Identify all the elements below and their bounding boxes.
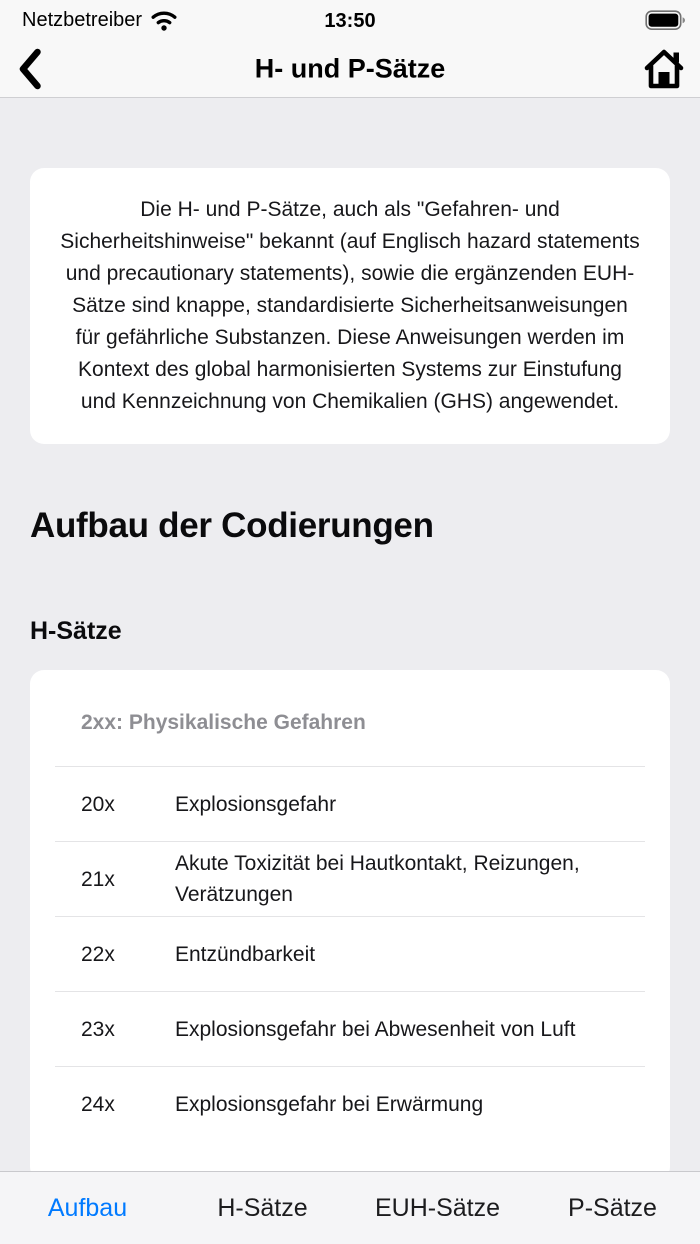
battery-full-icon <box>645 10 686 31</box>
table-group-header: 2xx: Physikalische Gefahren <box>81 711 366 734</box>
status-bar <box>0 0 700 40</box>
back-button[interactable] <box>10 46 50 92</box>
bottom-tab-bar <box>0 1171 700 1244</box>
chevron-left-icon <box>18 48 42 90</box>
table-row <box>55 841 645 916</box>
row-code: 22x <box>81 942 115 966</box>
page-title: H- und P-Sätze <box>254 53 446 83</box>
tab-h-saetze[interactable]: H-Sätze <box>175 1172 350 1244</box>
row-description: Explosionsgefahr bei Erwärmung <box>175 1092 484 1116</box>
subsection-heading: H-Sätze <box>30 617 122 645</box>
row-code: 24x <box>81 1092 115 1116</box>
carrier-label: Netzbetreiber <box>22 8 143 31</box>
home-icon <box>642 46 686 92</box>
row-code: 21x <box>81 867 115 891</box>
nav-bar <box>0 40 700 97</box>
table-row <box>55 991 645 1066</box>
row-description: Akute Toxizität bei Hautkontakt, Reizungen, Verätzungen <box>175 852 580 906</box>
tab-p-saetze[interactable]: P-Sätze <box>525 1172 700 1244</box>
table-row <box>55 766 645 841</box>
table-row <box>55 916 645 991</box>
tab-euh-saetze[interactable]: EUH-Sätze <box>350 1172 525 1244</box>
content-area[interactable] <box>0 98 700 1244</box>
status-right <box>350 10 686 31</box>
row-description: Explosionsgefahr <box>175 792 337 816</box>
row-code: 20x <box>81 792 115 816</box>
section-heading: Aufbau der Codierungen <box>30 506 434 545</box>
table-row <box>55 1066 645 1141</box>
intro-text: Die H- und P-Sätze, auch als "Gefahren- und Sicherheitshinweise" bekannt (auf Englisch hazard statements und precautionary statements), sowie die ergänzenden EUH-Sätze sind knappe, standardisierte Sicherheitsanweisungen für gefährliche Substanzen. Diese Anweisungen werden im Kontext des global harmonisierten Systems zur Einstufung und Kennzeichnung von Chemikalien (GHS) angewendet. <box>60 198 640 413</box>
status-left <box>14 8 350 32</box>
tab-aufbau[interactable]: Aufbau <box>0 1172 175 1244</box>
h-codes-table-card <box>30 670 670 1181</box>
wifi-icon <box>149 8 179 32</box>
header <box>0 0 700 98</box>
row-description: Entzündbarkeit <box>175 942 316 966</box>
row-code: 23x <box>81 1017 115 1041</box>
home-button[interactable] <box>640 45 688 93</box>
clock: 13:50 <box>324 10 376 32</box>
row-description: Explosionsgefahr bei Abwesenheit von Luft <box>175 1017 576 1041</box>
intro-card <box>30 168 670 444</box>
